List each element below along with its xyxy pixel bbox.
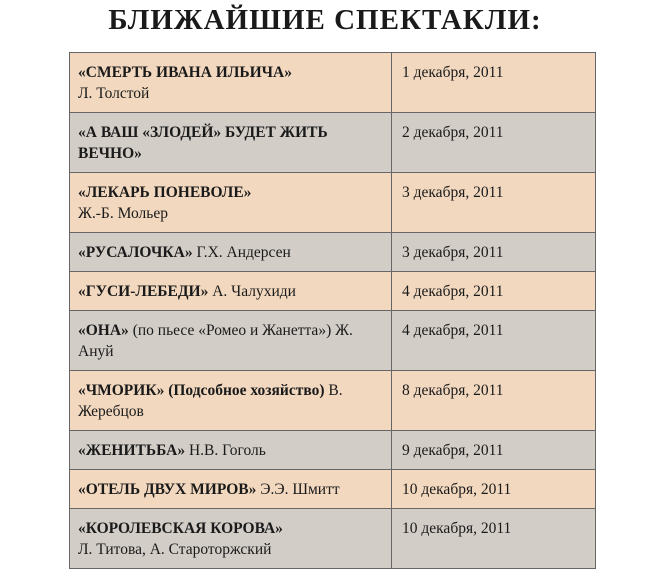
performance-cell <box>70 233 392 272</box>
table-row <box>70 311 596 371</box>
performance-author: Л. Толстой <box>78 85 150 102</box>
performance-cell <box>70 371 392 431</box>
performance-date: 9 декабря, 2011 <box>392 431 596 470</box>
performance-date: 2 декабря, 2011 <box>392 113 596 173</box>
performance-date: 4 декабря, 2011 <box>392 272 596 311</box>
table-row <box>70 233 596 272</box>
performance-date: 3 декабря, 2011 <box>392 173 596 233</box>
performance-author: Ж.-Б. Мольер <box>78 205 168 222</box>
page-title: БЛИЖАЙШИЕ СПЕКТАКЛИ: <box>108 4 542 36</box>
performance-title: «ОНА» <box>78 322 129 339</box>
table-row <box>70 431 596 470</box>
performance-date: 1 декабря, 2011 <box>392 53 596 113</box>
performance-date: 4 декабря, 2011 <box>392 311 596 371</box>
performance-title: «ЖЕНИТЬБА» <box>78 442 186 459</box>
performance-title: «А ВАШ «ЗЛОДЕЙ» БУДЕТ ЖИТЬ ВЕЧНО» <box>78 124 328 162</box>
performance-date: 3 декабря, 2011 <box>392 233 596 272</box>
performance-author: Э.Э. Шмитт <box>260 481 340 498</box>
table-row <box>70 173 596 233</box>
performance-cell <box>70 509 392 569</box>
performance-author: А. Чалухиди <box>212 283 296 300</box>
table-row <box>70 371 596 431</box>
performance-cell <box>70 431 392 470</box>
table-row <box>70 272 596 311</box>
performance-author: В. Жеребцов <box>78 382 343 420</box>
schedule-body <box>70 53 596 569</box>
performance-author: Л. Титова, А. Староторжский <box>78 541 272 558</box>
table-row <box>70 509 596 569</box>
performance-cell <box>70 272 392 311</box>
performance-author: Г.Х. Андерсен <box>196 244 291 261</box>
performance-date: 8 декабря, 2011 <box>392 371 596 431</box>
performance-cell <box>70 470 392 509</box>
performance-author: Н.В. Гоголь <box>188 442 266 459</box>
performance-cell <box>70 173 392 233</box>
performance-author: (по пьесе «Ромео и Жанетта») Ж. Ануй <box>78 322 353 360</box>
table-row <box>70 53 596 113</box>
table-row <box>70 113 596 173</box>
performance-cell <box>70 113 392 173</box>
performance-schedule-table <box>69 52 596 569</box>
performance-cell <box>70 311 392 371</box>
performance-title: «СМЕРТЬ ИВАНА ИЛЬИЧА» <box>78 64 292 81</box>
table-row <box>70 470 596 509</box>
performance-title: «РУСАЛОЧКА» <box>78 244 193 261</box>
performance-title: «ЛЕКАРЬ ПОНЕВОЛЕ» <box>78 184 252 201</box>
performance-title: «ГУСИ-ЛЕБЕДИ» <box>78 283 209 300</box>
performance-date: 10 декабря, 2011 <box>392 470 596 509</box>
performance-cell <box>70 53 392 113</box>
performance-date: 10 декабря, 2011 <box>392 509 596 569</box>
performance-title: «ЧМОРИК» (Подсобное хозяйство) <box>78 382 325 399</box>
performance-title: «КОРОЛЕВСКАЯ КОРОВА» <box>78 520 283 537</box>
performance-title: «ОТЕЛЬ ДВУХ МИРОВ» <box>78 481 257 498</box>
